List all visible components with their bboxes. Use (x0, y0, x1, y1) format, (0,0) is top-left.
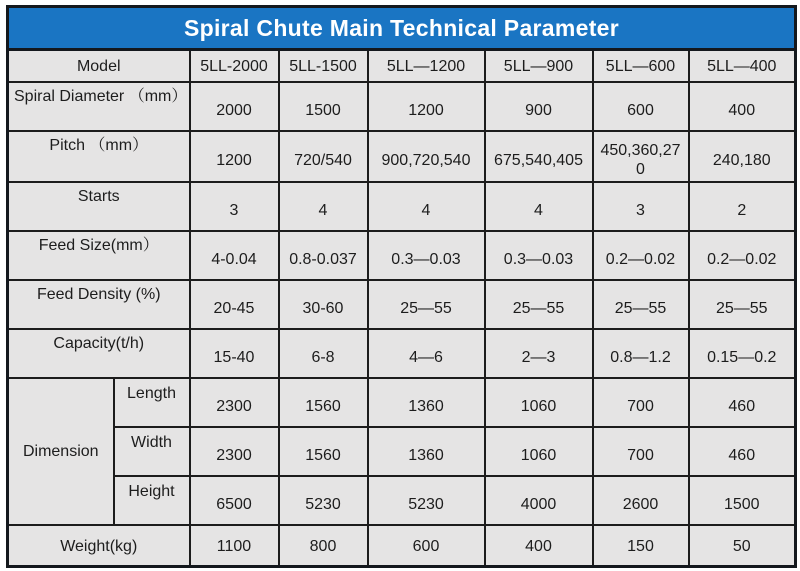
value-cell: 25—55 (593, 280, 689, 329)
value-cell: 50 (689, 525, 796, 567)
row-label: Capacity(t/h) (8, 329, 190, 378)
dimension-label: Dimension (8, 378, 114, 525)
dimension-length-row (8, 378, 796, 427)
model-row-label: Model (8, 50, 190, 83)
model-row (8, 50, 796, 83)
value-cell: 4 (279, 182, 368, 231)
row-label: Feed Size(mm） (8, 231, 190, 280)
table-title: Spiral Chute Main Technical Parameter (8, 7, 796, 50)
value-cell: 1360 (368, 378, 485, 427)
model-cell: 5LL—900 (485, 50, 593, 83)
value-cell: 1100 (190, 525, 279, 567)
value-cell: 4000 (485, 476, 593, 525)
row-label: Spiral Diameter （mm） (8, 82, 190, 131)
value-cell: 3 (593, 182, 689, 231)
dimension-sub-label: Length (114, 378, 190, 427)
value-cell: 1360 (368, 427, 485, 476)
row-label: Feed Density (%) (8, 280, 190, 329)
value-cell: 1200 (368, 82, 485, 131)
value-cell: 1560 (279, 427, 368, 476)
dimension-height-row (8, 476, 796, 525)
value-cell: 4 (485, 182, 593, 231)
model-cell: 5LL—1200 (368, 50, 485, 83)
value-cell: 1200 (190, 131, 279, 182)
value-cell: 25—55 (485, 280, 593, 329)
title-row (8, 7, 796, 50)
value-cell: 0.3—0.03 (485, 231, 593, 280)
value-cell: 0.8-0.037 (279, 231, 368, 280)
dimension-sub-label: Height (114, 476, 190, 525)
value-cell: 1060 (485, 427, 593, 476)
value-cell: 450,360,270 (593, 131, 689, 182)
value-cell: 900,720,540 (368, 131, 485, 182)
value-cell: 700 (593, 427, 689, 476)
value-cell: 460 (689, 427, 796, 476)
model-cell: 5LL-1500 (279, 50, 368, 83)
value-cell: 2600 (593, 476, 689, 525)
value-cell: 240,180 (689, 131, 796, 182)
value-cell: 800 (279, 525, 368, 567)
value-cell: 6-8 (279, 329, 368, 378)
value-cell: 0.3—0.03 (368, 231, 485, 280)
value-cell: 675,540,405 (485, 131, 593, 182)
value-cell: 2—3 (485, 329, 593, 378)
value-cell: 0.2—0.02 (689, 231, 796, 280)
value-cell: 25—55 (368, 280, 485, 329)
value-cell: 5230 (368, 476, 485, 525)
value-cell: 0.2—0.02 (593, 231, 689, 280)
value-cell: 2300 (190, 378, 279, 427)
pitch-row (8, 131, 796, 182)
model-cell: 5LL-2000 (190, 50, 279, 83)
starts-row (8, 182, 796, 231)
value-cell: 700 (593, 378, 689, 427)
value-cell: 460 (689, 378, 796, 427)
weight-row-label: Weight(kg) (8, 525, 190, 567)
row-label: Pitch （mm） (8, 131, 190, 182)
feed-size-row (8, 231, 796, 280)
feed-density-row (8, 280, 796, 329)
value-cell: 4-0.04 (190, 231, 279, 280)
value-cell: 0.15—0.2 (689, 329, 796, 378)
value-cell: 3 (190, 182, 279, 231)
model-cell: 5LL—600 (593, 50, 689, 83)
value-cell: 4—6 (368, 329, 485, 378)
value-cell: 150 (593, 525, 689, 567)
value-cell: 1060 (485, 378, 593, 427)
value-cell: 20-45 (190, 280, 279, 329)
dimension-sub-label: Width (114, 427, 190, 476)
value-cell: 30-60 (279, 280, 368, 329)
row-label: Starts (8, 182, 190, 231)
value-cell: 400 (485, 525, 593, 567)
value-cell: 720/540 (279, 131, 368, 182)
value-cell: 900 (485, 82, 593, 131)
value-cell: 600 (593, 82, 689, 131)
value-cell: 25—55 (689, 280, 796, 329)
value-cell: 400 (689, 82, 796, 131)
spiral-diameter-row (8, 82, 796, 131)
value-cell: 4 (368, 182, 485, 231)
value-cell: 15-40 (190, 329, 279, 378)
technical-parameter-table (6, 5, 797, 568)
capacity-row (8, 329, 796, 378)
value-cell: 1500 (279, 82, 368, 131)
value-cell: 2300 (190, 427, 279, 476)
value-cell: 1500 (689, 476, 796, 525)
value-cell: 1560 (279, 378, 368, 427)
value-cell: 6500 (190, 476, 279, 525)
value-cell: 600 (368, 525, 485, 567)
value-cell: 0.8—1.2 (593, 329, 689, 378)
dimension-width-row (8, 427, 796, 476)
weight-row (8, 525, 796, 567)
value-cell: 2 (689, 182, 796, 231)
model-cell: 5LL—400 (689, 50, 796, 83)
value-cell: 2000 (190, 82, 279, 131)
value-cell: 5230 (279, 476, 368, 525)
